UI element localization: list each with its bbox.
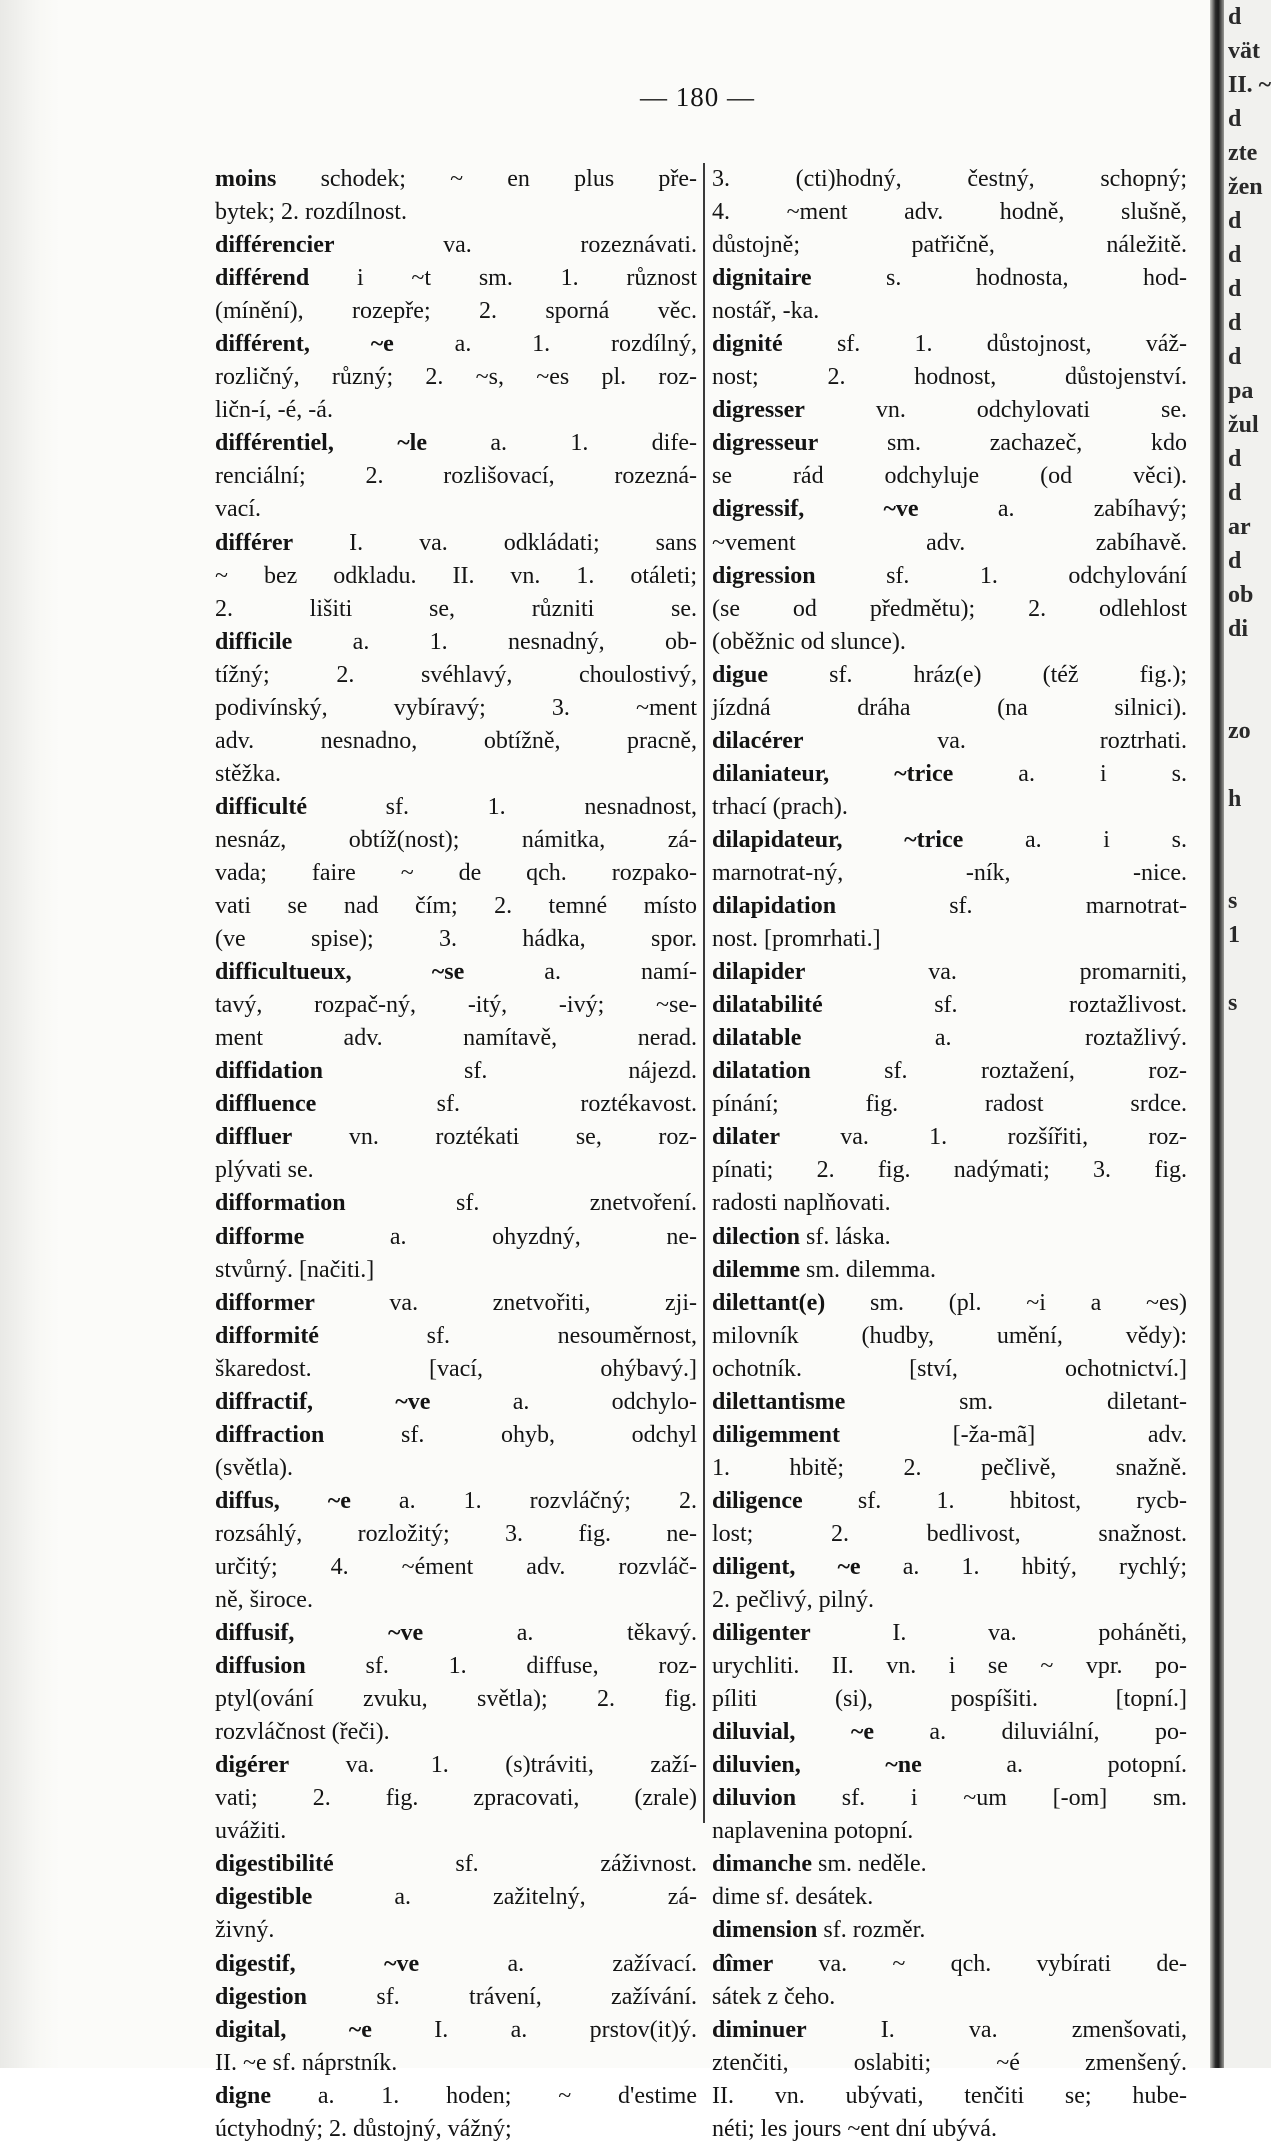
facing-page-fragment: ob: [1228, 582, 1254, 608]
entry-line: dimanche sm. neděle.: [712, 1851, 927, 1878]
entry-line: píliti (si), pospíšiti. [topní.]: [712, 1686, 1187, 1713]
entry-line: diffus, ~e a. 1. rozvláčný; 2.: [215, 1487, 697, 1514]
facing-page-fragment: vät: [1228, 38, 1260, 64]
entry-line: diminuer I. va. zmenšovati,: [712, 2016, 1187, 2043]
entry-line: digne a. 1. hoden; ~ d'estime: [215, 2082, 697, 2109]
entry-line: dilettantisme sm. diletant-: [712, 1388, 1187, 1415]
facing-page-fragment: d: [1228, 480, 1242, 506]
entry-line: diffluence sf. roztékavost.: [215, 1091, 697, 1118]
entry-line: dilapider va. promarniti,: [712, 959, 1187, 986]
entry-line: (se od předmětu); 2. odlehlost: [712, 595, 1187, 622]
entry-line: diligenter I. va. poháněti,: [712, 1620, 1187, 1647]
page-margin: [0, 0, 60, 2068]
entry-line: diligent, ~e a. 1. hbitý, rychlý;: [712, 1553, 1187, 1580]
entry-line: difficile a. 1. nesnadný, ob-: [215, 628, 697, 655]
entry-line: 2. lišiti se, různiti se.: [215, 595, 697, 622]
facing-page-fragment: d: [1228, 446, 1242, 472]
entry-line: (oběžnic od slunce).: [712, 628, 906, 655]
entry-line: dilatation sf. roztažení, roz-: [712, 1058, 1187, 1085]
entry-line: dilapidateur, ~trice a. i s.: [712, 826, 1187, 853]
entry-line: marnotrat-ný, -ník, -nice.: [712, 859, 1187, 886]
entry-line: digestible a. zažitelný, zá-: [215, 1884, 697, 1911]
entry-line: vada; faire ~ de qch. rozpako-: [215, 859, 697, 886]
entry-line: difformer va. znetvořiti, zji-: [215, 1289, 697, 1316]
facing-page-fragment: [1224, 850, 1271, 884]
entry-line: nostář, -ka.: [712, 298, 820, 325]
facing-page-fragment: ar: [1228, 514, 1251, 540]
entry-line: digérer va. 1. (s)tráviti, zaží-: [215, 1752, 697, 1779]
entry-line: (ve spise); 3. hádka, spor.: [215, 926, 697, 953]
entry-line: 3. (cti)hodný, čestný, schopný;: [712, 166, 1187, 192]
entry-line: diffraction sf. ohyb, odchyl: [215, 1421, 697, 1448]
entry-line: lost; 2. bedlivost, snažnost.: [712, 1520, 1187, 1547]
entry-line: radosti naplňovati.: [712, 1190, 891, 1217]
entry-line: dîmer va. ~ qch. vybírati de-: [712, 1950, 1187, 1977]
entry-line: dilatable a. roztažlivý.: [712, 1025, 1187, 1052]
facing-page-fragment: 1: [1228, 922, 1240, 948]
facing-page-fragment: s: [1228, 888, 1238, 914]
entry-line: 4. ~ment adv. hodně, slušně,: [712, 199, 1187, 226]
entry-line: pínati; 2. fig. nadýmati; 3. fig.: [712, 1157, 1187, 1184]
entry-line: trhací (prach).: [712, 793, 848, 820]
facing-page-fragment: zte: [1228, 140, 1258, 166]
facing-page-fragment: d: [1228, 106, 1242, 132]
entry-line: ochotník. [ství, ochotnictví.]: [712, 1355, 1187, 1382]
facing-page-fragment: d: [1228, 548, 1242, 574]
facing-page-fragment: d: [1228, 310, 1242, 336]
entry-line: plývati se.: [215, 1157, 314, 1184]
entry-line: tížný; 2. svéhlavý, choulostivý,: [215, 661, 697, 688]
entry-line: dimension sf. rozměr.: [712, 1917, 926, 1944]
entry-line: digestion sf. trávení, zažívání.: [215, 1983, 697, 2010]
entry-line: ~vement adv. zabíhavě.: [712, 529, 1187, 556]
entry-line: digresseur sm. zachazeč, kdo: [712, 430, 1187, 457]
facing-page-fragment: [1224, 952, 1271, 986]
entry-line: naplavenina potopní.: [712, 1818, 914, 1845]
facing-page-fragment: d: [1228, 344, 1242, 370]
entry-line: 2. pečlivý, pilný.: [712, 1587, 874, 1614]
entry-line: difficulté sf. 1. nesnadnost,: [215, 793, 697, 820]
entry-line: se rád odchyluje (od věci).: [712, 463, 1187, 490]
facing-page-fragment: žen: [1228, 174, 1263, 200]
entry-line: ztenčiti, oslabiti; ~é zmenšený.: [712, 2049, 1187, 2076]
entry-line: 1. hbitě; 2. pečlivě, snažně.: [712, 1454, 1187, 1481]
facing-page-fragment: d: [1228, 208, 1242, 234]
entry-line: bytek; 2. rozdílnost.: [215, 199, 407, 226]
entry-line: ment adv. namítavě, nerad.: [215, 1025, 697, 1052]
entry-line: néti; les jours ~ent dní ubývá.: [712, 2115, 997, 2142]
entry-line: škaredost. [vací, ohýbavý.]: [215, 1355, 697, 1382]
entry-line: ~ bez odkladu. II. vn. 1. otáleti;: [215, 562, 697, 589]
entry-line: digital, ~e I. a. prstov(it)ý.: [215, 2016, 697, 2043]
entry-line: moins schodek; ~ en plus pře-: [215, 166, 697, 192]
entry-line: živný.: [215, 1917, 275, 1944]
entry-line: (světla).: [215, 1454, 293, 1481]
entry-line: urychliti. II. vn. i se ~ vpr. po-: [712, 1653, 1187, 1680]
entry-line: renciální; 2. rozlišovací, rozezná-: [215, 463, 697, 490]
entry-line: jízdná dráha (na silnici).: [712, 694, 1187, 721]
left-column: [215, 163, 697, 2146]
entry-line: tavý, rozpač-ný, -itý, -ivý; ~se-: [215, 992, 697, 1019]
facing-page-fragment: d: [1228, 4, 1242, 30]
facing-page-fragment: [1224, 816, 1271, 850]
facing-page-fragment: s: [1228, 990, 1238, 1016]
entry-line: stěžka.: [215, 760, 281, 787]
facing-page-fragment: d: [1228, 242, 1242, 268]
entry-line: difformité sf. nesouměrnost,: [215, 1322, 697, 1349]
entry-line: vati se nad čím; 2. temné místo: [215, 893, 697, 920]
entry-line: difformation sf. znetvoření.: [215, 1190, 697, 1217]
entry-line: dilection sf. láska.: [712, 1223, 891, 1250]
column-divider: [703, 163, 705, 1823]
entry-line: dilatabilité sf. roztažlivost.: [712, 992, 1187, 1019]
entry-line: ptyl(ování zvuku, světla); 2. fig.: [215, 1686, 697, 1713]
entry-line: diffidation sf. nájezd.: [215, 1058, 697, 1085]
entry-line: dilacérer va. roztrhati.: [712, 727, 1187, 754]
right-column: [712, 163, 1187, 2146]
entry-line: uvážiti.: [215, 1818, 287, 1845]
facing-page-fragment: žul: [1228, 412, 1259, 438]
entry-line: dignité sf. 1. důstojnost, váž-: [712, 331, 1187, 358]
entry-line: úctyhodný; 2. důstojný, vážný;: [215, 2115, 512, 2142]
entry-line: dilettant(e) sm. (pl. ~i a ~es): [712, 1289, 1187, 1316]
entry-line: digue sf. hráz(e) (též fig.);: [712, 661, 1187, 688]
entry-line: diffusion sf. 1. diffuse, roz-: [215, 1653, 697, 1680]
entry-line: adv. nesnadno, obtížně, pracně,: [215, 727, 697, 754]
entry-line: dilater va. 1. rozšířiti, roz-: [712, 1124, 1187, 1151]
entry-line: différend i ~t sm. 1. různost: [215, 265, 697, 292]
entry-line: diligence sf. 1. hbitost, rycb-: [712, 1487, 1187, 1514]
entry-line: digressif, ~ve a. zabíhavý;: [712, 496, 1187, 523]
facing-page-fragment: [1224, 748, 1271, 782]
entry-line: diluvion sf. i ~um [-om] sm.: [712, 1785, 1187, 1812]
entry-line: digestif, ~ve a. zažívací.: [215, 1950, 698, 1977]
entry-line: (mínění), rozepře; 2. sporná věc.: [215, 298, 697, 325]
entry-line: milovník (hudby, umění, vědy):: [712, 1322, 1187, 1349]
entry-line: II. vn. ubývati, tenčiti se; hube-: [712, 2082, 1187, 2109]
entry-line: podivínský, vybíravý; 3. ~ment: [215, 694, 697, 721]
entry-line: difforme a. ohyzdný, ne-: [215, 1223, 697, 1250]
entry-line: určitý; 4. ~ément adv. rozvláč-: [215, 1553, 697, 1580]
facing-page-fragment: pa: [1228, 378, 1254, 404]
entry-line: dilaniateur, ~trice a. i s.: [712, 760, 1187, 787]
entry-line: dime sf. desátek.: [712, 1884, 874, 1911]
entry-line: dignitaire s. hodnosta, hod-: [712, 265, 1187, 292]
entry-line: nesnáz, obtíž(nost); námitka, zá-: [215, 826, 697, 853]
entry-line: différencier va. rozeznávati.: [215, 232, 697, 259]
entry-line: différentiel, ~le a. 1. dife-: [215, 430, 697, 457]
entry-line: II. ~e sf. náprstník.: [215, 2049, 398, 2076]
entry-line: rozsáhlý, rozložitý; 3. fig. ne-: [215, 1520, 697, 1547]
entry-line: diluvial, ~e a. diluviální, po-: [712, 1719, 1187, 1746]
entry-line: difficultueux, ~se a. namí-: [215, 959, 697, 986]
book-fold: [1210, 0, 1224, 2068]
facing-page-fragment: [1224, 646, 1271, 680]
entry-line: pínání; fig. radost srdce.: [712, 1091, 1187, 1118]
entry-line: digestibilité sf. záživnost.: [215, 1851, 697, 1878]
entry-line: rozvláčnost (řeči).: [215, 1719, 390, 1746]
page-number: — 180 —: [640, 82, 755, 112]
facing-page-fragment: [1224, 680, 1271, 714]
facing-page-fragment: zo: [1228, 718, 1251, 744]
entry-line: digresser vn. odchylovati se.: [712, 397, 1187, 424]
entry-line: dilapidation sf. marnotrat-: [712, 893, 1187, 920]
entry-line: rozličný, různý; 2. ~s, ~es pl. roz-: [215, 364, 697, 391]
entry-line: ně, široce.: [215, 1587, 313, 1614]
entry-line: digression sf. 1. odchylování: [712, 562, 1187, 589]
entry-line: vati; 2. fig. zpracovati, (zrale): [215, 1785, 697, 1812]
entry-line: différer I. va. odkládati; sans: [215, 529, 697, 556]
entry-line: diffluer vn. roztékati se, roz-: [215, 1124, 697, 1151]
facing-page-fragment: di: [1228, 616, 1249, 642]
entry-line: diligemment [-ža-mã] adv.: [712, 1421, 1187, 1448]
facing-page-fragment: II. ~: [1228, 72, 1271, 98]
facing-page-fragment: d: [1228, 276, 1242, 302]
entry-line: vací.: [215, 496, 261, 523]
entry-line: diffusif, ~ve a. těkavý.: [215, 1620, 698, 1647]
entry-line: dilemme sm. dilemma.: [712, 1256, 936, 1283]
entry-line: nost; 2. hodnost, důstojenství.: [712, 364, 1187, 391]
entry-line: différent, ~e a. 1. rozdílný,: [215, 331, 697, 358]
entry-line: nost. [promrhati.]: [712, 926, 881, 953]
entry-line: stvůrný. [načiti.]: [215, 1256, 375, 1283]
entry-line: diffractif, ~ve a. odchylo-: [215, 1388, 697, 1415]
entry-line: sátek z čeho.: [712, 1983, 836, 2010]
facing-page-edge: [1224, 0, 1271, 2068]
facing-page-fragment: h: [1228, 786, 1242, 812]
entry-line: ličn-í, -é, -á.: [215, 397, 333, 424]
entry-line: diluvien, ~ne a. potopní.: [712, 1752, 1187, 1779]
entry-line: důstojně; patřičně, náležitě.: [712, 232, 1187, 259]
